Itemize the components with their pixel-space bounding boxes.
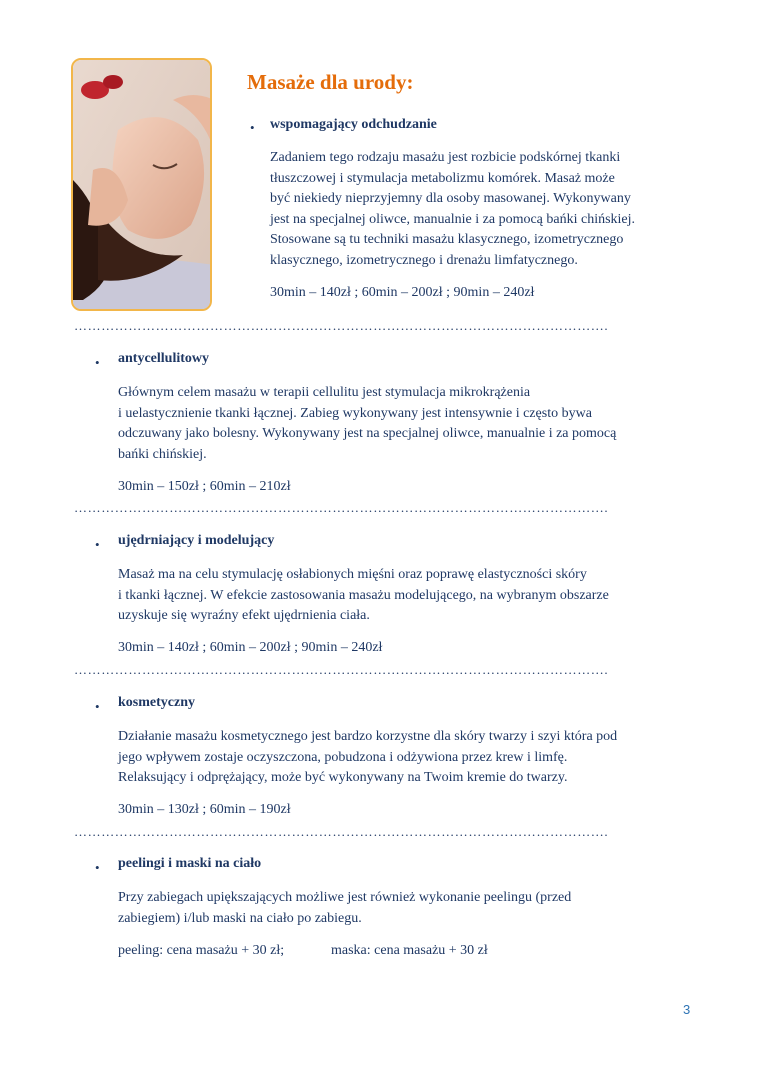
bullet-icon: • <box>250 120 255 135</box>
page-title: Masaże dla urody: <box>247 70 414 94</box>
bullet-icon: • <box>95 699 100 714</box>
section-description <box>118 888 571 929</box>
description-line: bańki chińskiej. <box>118 446 207 462</box>
bullet-icon: • <box>95 355 100 370</box>
description-line: zabiegiem) i/lub maski na ciało po zabiegu. <box>118 910 362 926</box>
section-description <box>118 565 609 627</box>
description-line: jego wpływem zostaje oczyszczona, pobudzona i odżywiona przez krew i limfę. <box>118 749 568 765</box>
description-line: jest na specjalnej oliwce, manualnie i za pomocą bańki chińskiej. <box>270 211 636 227</box>
section-heading: peelingi i maski na ciało <box>118 856 262 871</box>
description-line: Relaksujący i odprężający, może być wykonywany na Twoim kremie do twarzy. <box>118 770 568 785</box>
description-line: Przy zabiegach upiększających możliwe jest również wykonanie peelingu (przed <box>118 890 572 905</box>
section-heading: wspomagający odchudzanie <box>270 117 437 132</box>
woman-facial-massage-illustration <box>73 60 212 311</box>
price-list: 30min – 140zł ; 60min – 200zł ; 90min – 240zł <box>270 285 535 300</box>
description-line: Działanie masażu kosmetycznego jest bardzo korzystne dla skóry twarzy i szyi która pod <box>118 729 618 744</box>
section-heading: kosmetyczny <box>118 695 195 710</box>
description-line: tłuszczowej i stymulacja metabolizmu komórek. Masaż może <box>270 170 615 186</box>
dotted-separator: ………………………………………………………………………………………………………. <box>74 501 609 515</box>
description-line: i tkanki łącznej. W efekcie zastosowania masażu modelującego, na wybranym obszarze <box>118 587 609 603</box>
bullet-icon: • <box>95 537 100 552</box>
mask-price: maska: cena masażu + 30 zł <box>331 943 488 958</box>
description-line: być niekiedy nieprzyjemny dla osoby masowanej. Wykonywany <box>270 191 631 206</box>
dotted-separator: ………………………………………………………………………………………………………. <box>74 825 609 839</box>
massage-photo <box>71 58 212 311</box>
description-line: Stosowane są tu techniki masażu klasycznego, izometrycznego <box>270 232 624 247</box>
description-line: i uelastycznienie tkanki łącznej. Zabieg wykonywany jest intensywnie i często bywa <box>118 405 592 421</box>
bullet-icon: • <box>95 860 100 875</box>
section-description <box>118 383 616 465</box>
section-description <box>270 148 635 271</box>
dotted-separator: ………………………………………………………………………………………………………. <box>74 663 609 677</box>
section-heading: ujędrniający i modelujący <box>118 533 275 548</box>
peeling-price: peeling: cena masażu + 30 zł; <box>118 943 285 958</box>
description-line: odczuwany jako bolesny. Wykonywany jest na specjalnej oliwce, manualnie i za pomocą <box>118 426 617 441</box>
description-line: Zadaniem tego rodzaju masażu jest rozbicie podskórnej tkanki <box>270 150 621 165</box>
price-list: 30min – 140zł ; 60min – 200zł ; 90min – 240zł <box>118 640 383 655</box>
description-line: klasycznego, izometrycznego i drenażu limfatycznego. <box>270 252 578 268</box>
section-description <box>118 727 617 789</box>
description-line: Masaż ma na celu stymulację osłabionych mięśni oraz poprawę elastyczności skóry <box>118 567 587 582</box>
price-list: 30min – 130zł ; 60min – 190zł <box>118 802 291 817</box>
section-heading: antycellulitowy <box>118 351 209 366</box>
dotted-separator: ………………………………………………………………………………………………………. <box>74 319 609 333</box>
page-number: 3 <box>683 1002 691 1017</box>
price-list: 30min – 150zł ; 60min – 210zł <box>118 479 291 494</box>
description-line: uzyskuje się wyraźny efekt ujędrnienia ciała. <box>118 608 370 623</box>
description-line: Głównym celem masażu w terapii cellulitu jest stymulacja mikrokrążenia <box>118 385 531 400</box>
